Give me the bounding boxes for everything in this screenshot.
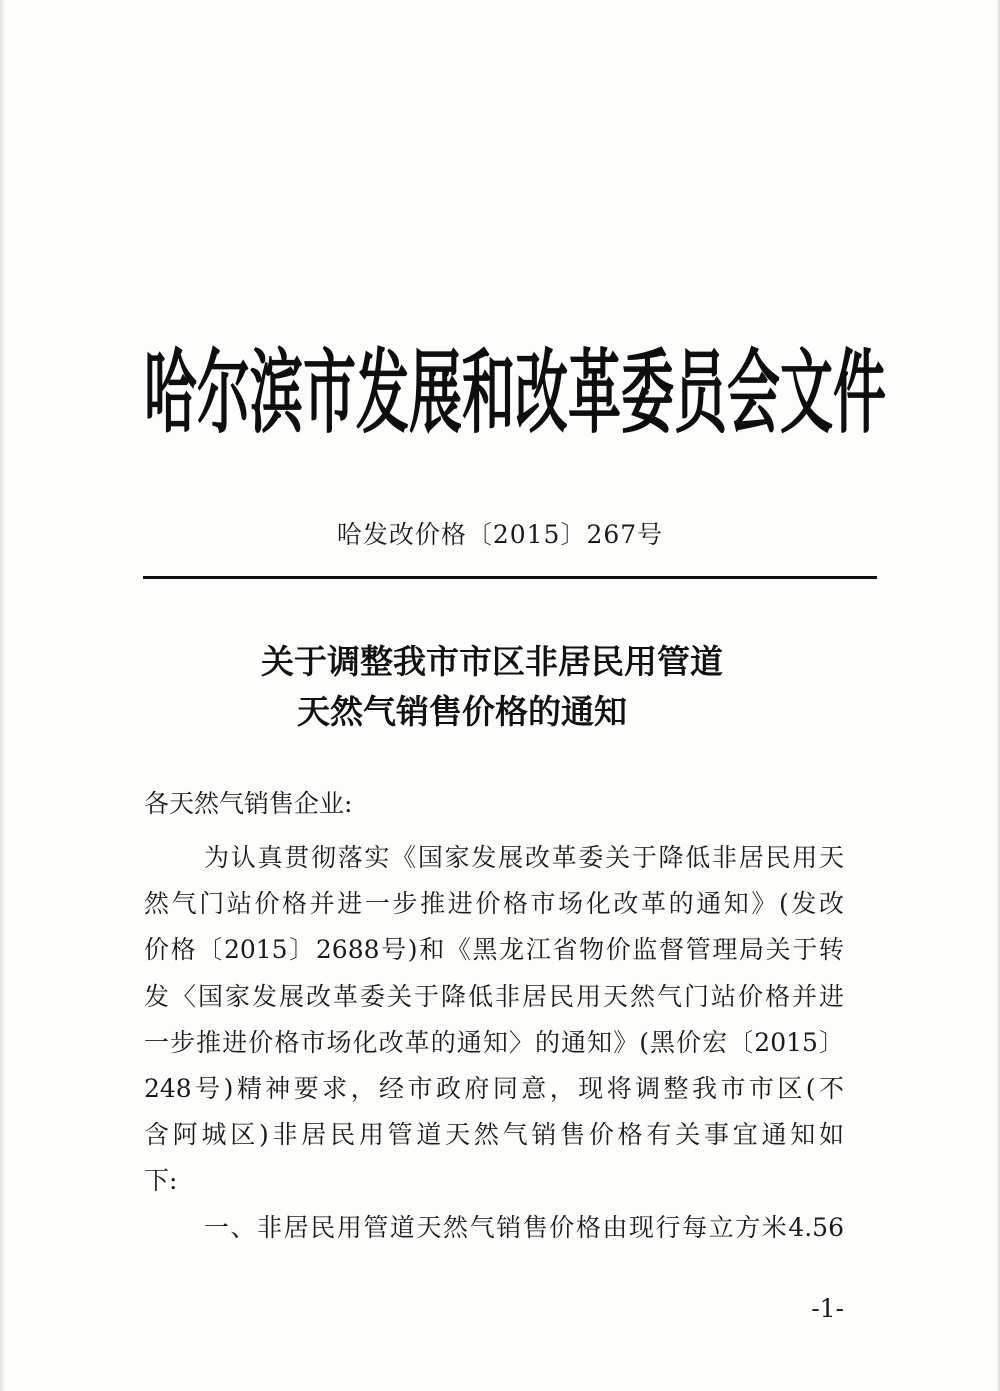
body-line: 为认真贯彻落实《国家发展改革委关于降低非居民用天 bbox=[204, 843, 844, 872]
body-line: 下: bbox=[144, 1166, 178, 1195]
body-line: 价格〔2015〕2688号)和《黑龙江省物价监督管理局关于转 bbox=[144, 935, 844, 964]
notice-title-line-1: 关于调整我市市区非居民用管道 bbox=[261, 642, 723, 681]
salutation: 各天然气销售企业: bbox=[144, 789, 353, 818]
page-number: -1- bbox=[811, 1294, 844, 1323]
body-line: 248号)精神要求，经市政府同意，现将调整我市市区(不 bbox=[144, 1074, 844, 1103]
body-line: 一、非居民用管道天然气销售价格由现行每立方米4.56 bbox=[204, 1213, 844, 1242]
document-number: 哈发改价格〔2015〕267号 bbox=[336, 520, 664, 549]
body-line: 含阿城区)非居民用管道天然气销售价格有关事宜通知如 bbox=[144, 1120, 844, 1149]
scan-edge-right bbox=[996, 0, 1000, 1391]
notice-title-line-2: 天然气销售价格的通知 bbox=[297, 692, 627, 731]
masthead-title: 哈尔滨市发展和改革委员会文件 bbox=[144, 340, 886, 446]
header-divider bbox=[143, 576, 877, 579]
body-line: 然气门站价格并进一步推进价格市场化改革的通知》(发改 bbox=[144, 889, 844, 918]
body-line: 一步推进价格市场化改革的通知〉的通知》(黑价宏〔2015〕 bbox=[144, 1028, 844, 1057]
body-line: 发〈国家发展改革委关于降低非居民用天然气门站价格并进 bbox=[144, 982, 844, 1011]
